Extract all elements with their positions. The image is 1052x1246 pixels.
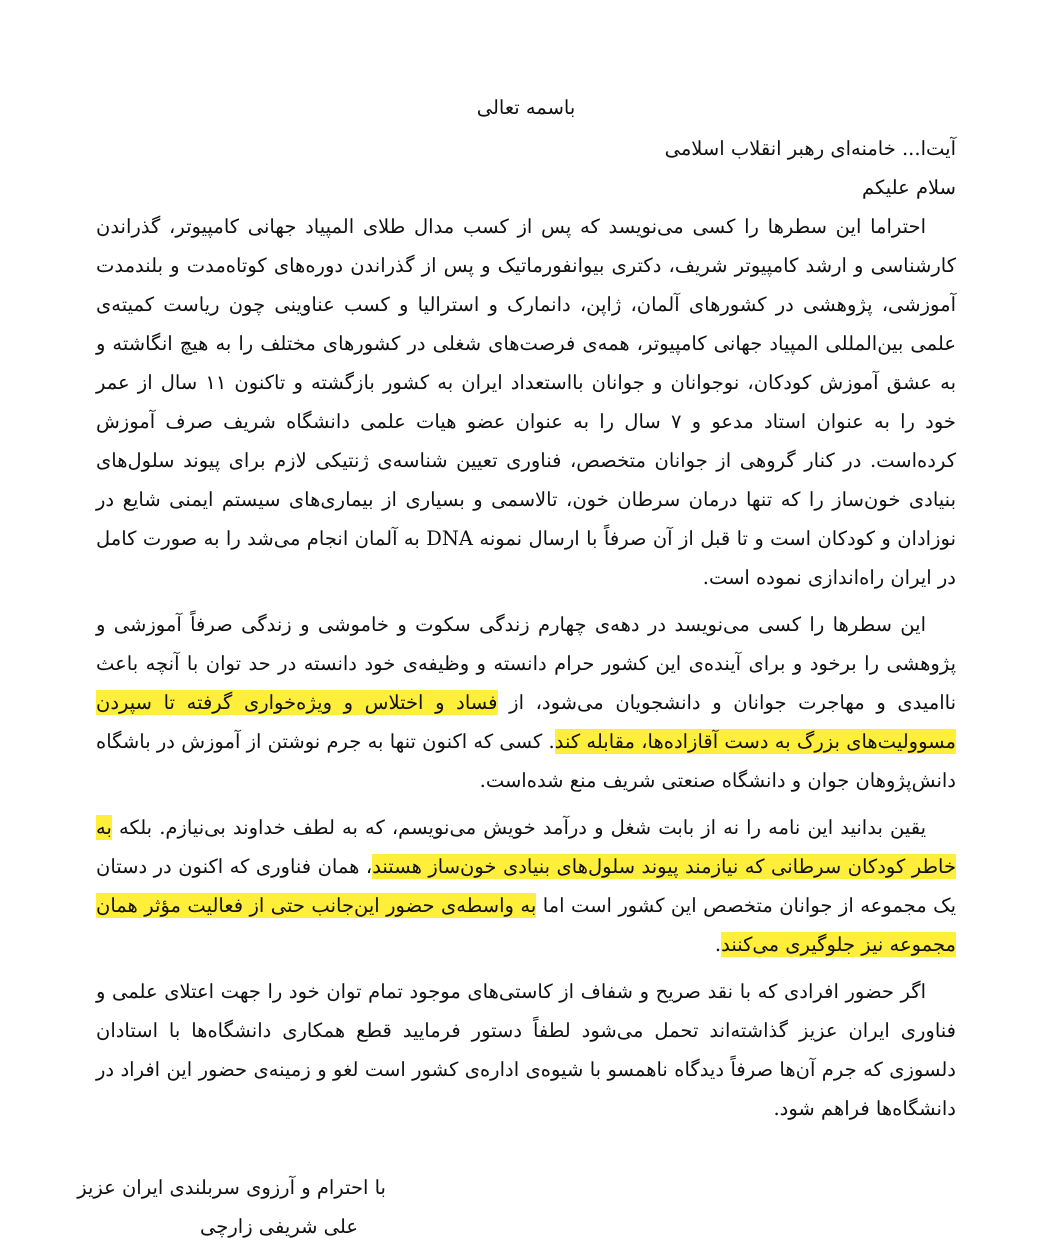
highlight-corruption: فساد و اختلاس و ویژه‌خواری گرفته تا سپردن مسوولیت‌های بزرگ به دست آقازاده‌ها، مقابله کند	[96, 691, 956, 753]
paragraph-purpose-text-a: یقین بدانید این نامه را نه از بابت شغل و درآمد خویش می‌نویسم، که به لطف خداوند بی‌نیازم. بلکه	[111, 816, 926, 839]
closing-line: با احترام و آرزوی سربلندی ایران عزیز	[77, 1176, 386, 1199]
signature-name: علی شریفی زارچی	[200, 1215, 358, 1238]
paragraph-duty-text-b: . کسی که اکنون تنها به جرم نوشتن از آموزش در باشگاه دانش‌پژوهان جوان و دانشگاه صنعتی شریف منع شده‌است.	[96, 730, 956, 792]
highlight-cancer-children: به خاطر کودکان سرطانی که نیازمند پیوند سلول‌های بنیادی خون‌ساز هستند	[96, 816, 956, 878]
paragraph-credentials: احتراما این سطرها را کسی می‌نویسد که پس از کسب مدال طلای المپیاد جهانی کامپیوتر، گذراندن کارشناسی و ارشد کامپیوتر شریف، دکتری بیوانفورماتیک و پس از گذراندن دوره‌های کوتاه‌مدت و بلندمدت آموزشی، پژوهشی در کشورهای آلمان، ژاپن، دانمارک و استرالیا و کسب عناوینی چون ریاست کمیته‌ی علمی بین‌المللی المپیاد جهانی کامپیوتر، همه‌ی فرصت‌های شغلی در کشورهای مختلف را به هیچ انگاشته و به عشق آموزش کودکان، نوجوانان و جوانان بااستعداد ایران به کشور بازگشته و تاکنون ۱۱ سال از عمر خود را به عنوان استاد مدعو و ۷ سال را به عنوان عضو هیات علمی دانشگاه شریف صرف آموزش کرده‌است. در کنار گروهی از جوانان متخصص، فناوری تعیین شناسه‌ی ژنتیکی لازم برای پیوند سلول‌های بنیادی خون‌ساز را که تنها درمان سرطان خون، تالاسمی و بسیاری از بیماری‌های سیستم ایمنی شایع در نوزادان و کودکان است و تا قبل از آن صرفاً با ارسال نمونه DNA به آلمان انجام می‌شد را به صورت کامل در ایران راه‌اندازی نموده است.	[96, 215, 956, 589]
paragraph-purpose-text-c: .	[714, 933, 722, 956]
paragraph-duty	[96, 605, 956, 800]
greeting-line: سلام علیکم	[862, 176, 956, 199]
letter-body	[77, 88, 957, 1246]
closing-block	[77, 1168, 956, 1246]
bismillah-heading: باسمه تعالی	[476, 96, 576, 119]
highlight-obstruction: به واسطه‌ی حضور این‌جانب حتی از فعالیت مؤثر همان مجموعه نیز جلوگیری می‌کنند	[96, 894, 956, 956]
paragraph-duty-text-a: این سطرها را کسی می‌نویسد در دهه‌ی چهارم زندگی سکوت و خاموشی و زندگی صرفاً آموزشی و پژوهشی را برخود و برای آینده‌ی این کشور حرام دانسته و وظیفه‌ی خود دانسته در حد توان با آنچه باعث ناامیدی و مهاجرت جوانان و دانشجویان می‌شود، از	[96, 613, 957, 714]
recipient-line: آیت‌ا... خامنه‌ای رهبر انقلاب اسلامی	[664, 137, 956, 160]
paragraph-request: اگر حضور افرادی که با نقد صریح و شفاف از کاستی‌های موجود تمام توان خود را جهت اعتلای علمی و فناوری ایران عزیز گذاشته‌اند تحمل می‌شود لطفاً دستور فرمایید قطع همکاری دانشگاه‌ها با استادان دلسوزی که جرم آن‌ها صرفاً دیدگاه ناهمسو با شیوه‌ی اداره‌ی کشور است لغو و زمینه‌ی حضور این افراد در دانشگاه‌ها فراهم شود.	[96, 980, 956, 1120]
paragraph-purpose-text-b: ، همان فناوری که اکنون در دستان یک مجموعه از جوانان متخصص این کشور است اما	[96, 855, 956, 917]
paragraph-purpose	[96, 808, 956, 964]
